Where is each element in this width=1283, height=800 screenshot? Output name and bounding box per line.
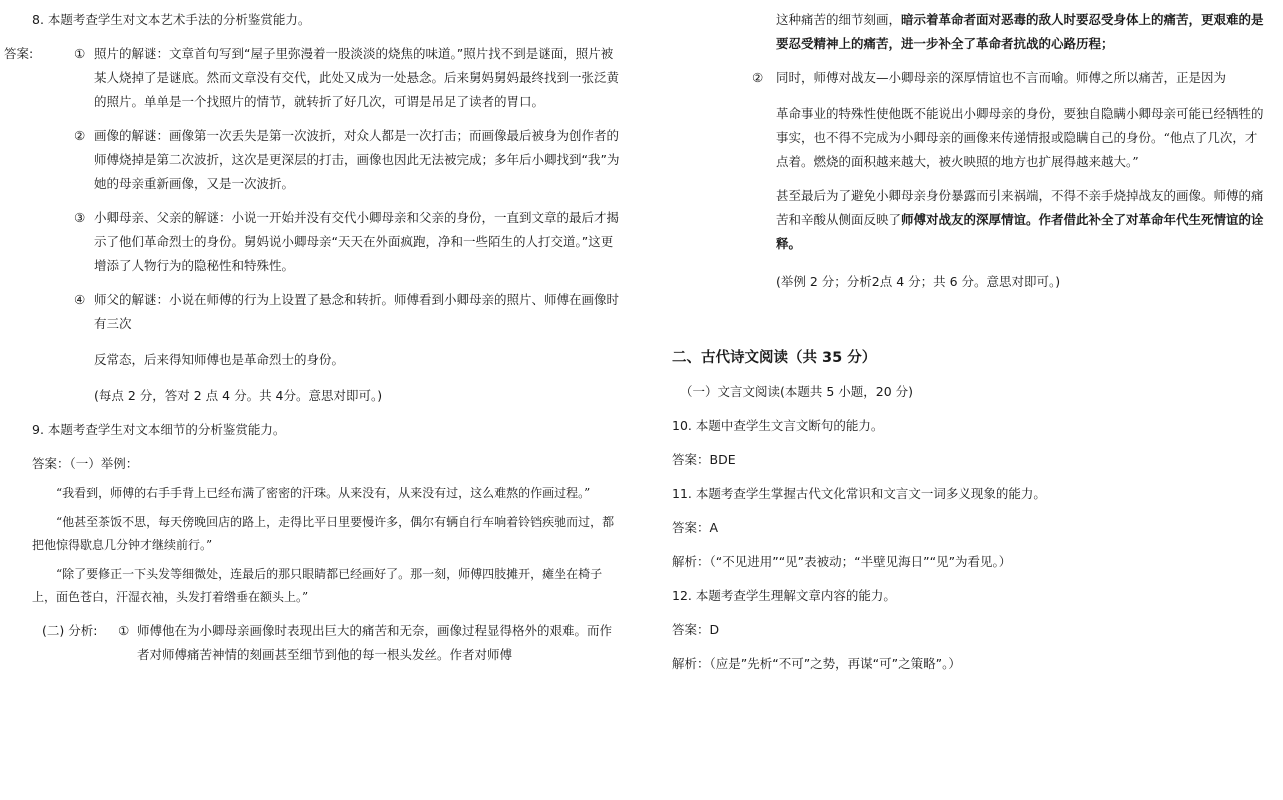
q12-title: 12. 本题考查学生理解文章内容的能力。	[672, 588, 896, 603]
q9-analysis	[32, 619, 624, 667]
analysis-item-2	[672, 66, 1264, 90]
left-column	[4, 0, 624, 667]
item-number: ④	[74, 292, 86, 307]
text-normal: 革命事业的特殊性使他既不能说出小卿母亲的身份，要独自隐瞒小卿母亲可能已经牺牲的事实，也不得不完成为小卿母亲的画像来传递情报或隐瞒自己的身份。	[776, 106, 1264, 145]
item-number: ②	[752, 70, 764, 85]
analysis-label: (二) 分析:	[42, 623, 98, 638]
answer-label: 答案:	[4, 46, 34, 61]
analysis-continuation	[672, 8, 1264, 56]
q8-continuation: 反常态，后来得知师傅也是革命烈士的身份。	[94, 352, 345, 367]
text-normal: 这种痛苦的细节刻画，	[776, 12, 902, 27]
q8-item-4	[32, 288, 624, 336]
analysis-text: 师傅他在为小卿母亲画像时表现出巨大的痛苦和无奈，画像过程显得格外的艰难。而作者对师傅痛苦神情的刻画甚至细节到他的每一根头发丝。作者对师傅	[137, 623, 613, 662]
subsection-title: （一）文言文阅读(本题共 5 小题，20 分)	[680, 384, 914, 399]
item-text: 照片的解谜：文章首句写到“屋子里弥漫着一股淡淡的烧焦的味道。”照片找不到是谜面，照片被某人烧掉了是谜底。然而文章没有交代，此处又成为一处悬念。后来舅妈舅妈最终找到一张泛黄的照片。单单是一个找照片的情节，就转折了好几次，可谓是吊足了读者的胃口。	[94, 46, 620, 109]
text-bold: 暗示着革命者面对恶毒的敌人时要忍受身体上的痛苦，更艰难的是要忍受精神上的痛苦，进一步补全了革命者抗战的心路历程；	[776, 12, 1264, 51]
item-number: ①	[118, 623, 130, 638]
q10-title: 10. 本题中查学生文言文断句的能力。	[672, 418, 884, 433]
right-column	[672, 0, 1264, 676]
section-title: 二、古代诗文阅读（共 35 分）	[672, 350, 877, 366]
q12-explanation: 解析：（应是”先析“不可”之势，再谋“可”之策略”。）	[672, 656, 961, 671]
q12-answer: 答案：D	[672, 622, 720, 637]
q11-answer: 答案：A	[672, 520, 719, 535]
q11-title: 11. 本题考查学生掌握古代文化常识和文言文一词多义现象的能力。	[672, 486, 1046, 501]
item-number: ②	[74, 128, 86, 143]
q8-score: (每点 2 分，答对 2 点 4 分。共 4分。意思对即可。)	[94, 388, 383, 403]
q9-answer: 答案：（一）举例：	[32, 456, 139, 471]
q8-title: 8. 本题考查学生对文本艺术手法的分析鉴赏能力。	[32, 12, 311, 27]
item-number: ③	[74, 210, 86, 225]
item-text: 小卿母亲、父亲的解谜：小说一开始并没有交代小卿母亲和父亲的身份，一直到文章的最后才揭示了他们革命烈士的身份。舅妈说小卿母亲“天天在外面疯跑，净和一些陌生的人打交道。”这更增添了人物行为的隐秘性和特殊性。	[94, 210, 620, 273]
q9-example-2: “他甚至茶饭不思，每天傍晚回店的路上，走得比平日里要慢许多，偶尔有辆自行车响着铃铛疾驰而过，都把他惊得歇息几分钟才继续前行。”	[32, 515, 615, 552]
text-normal: 甚至最后为了避免小卿母亲身份暴露而引来祸端，不得不亲手烧掉战友的画像。师傅的痛苦和辛酸从侧面反映了	[776, 188, 1264, 227]
q11-explanation: 解析：（“不见进用”“见”表被动；“半壁见海日”“见”为看见。）	[672, 554, 1012, 569]
q8-item-2	[32, 124, 624, 196]
q9-example-1: “我看到，师傅的右手手背上已经布满了密密的汗珠。从来没有，从来没有过，这么难熬的作画过程。”	[56, 486, 591, 500]
quote-text: “他点了几次，才点着。燃烧的面积越来越大，被火映照的地方也扩展得越来越大。”	[776, 130, 1258, 169]
item-number: ①	[74, 46, 86, 61]
q9-title: 9. 本题考查学生对文本细节的分析鉴赏能力。	[32, 422, 286, 437]
q10-answer: 答案：BDE	[672, 452, 736, 467]
q9-example-3: “除了要修正一下头发等细微处，连最后的那只眼睛都已经画好了。那一刻，师傅四肢摊开，瘫坐在椅子上，面色苍白，汗湿衣袖，头发打着绺垂在额头上。”	[32, 567, 603, 604]
text-bold: 师傅对战友的深厚情谊。作者借此补全了对革命年代生死情谊的诠释。	[776, 212, 1264, 251]
item-text: 画像的解谜：画像第一次丢失是第一次波折，对众人都是一次打击；而画像最后被身为创作者的师傅烧掉是第二次波折，这次是更深层的打击，画像也因此无法被完成；多年后小卿找到“我”为她的母亲重新画像，又是一次波折。	[94, 128, 620, 191]
q9-score: (举例 2 分；分析2点 4 分；共 6 分。意思对即可。)	[776, 274, 1061, 289]
q8-item-1	[4, 42, 624, 114]
analysis-conclusion	[672, 184, 1264, 256]
q8-item-3	[32, 206, 624, 278]
analysis-paragraph	[672, 102, 1264, 174]
item-text: 同时，师傅对战友—小卿母亲的深厚情谊也不言而喻。师傅之所以痛苦，正是因为	[776, 70, 1227, 85]
item-text: 师父的解谜：小说在师傅的行为上设置了悬念和转折。师傅看到小卿母亲的照片、师傅在画像时有三次	[94, 292, 620, 331]
